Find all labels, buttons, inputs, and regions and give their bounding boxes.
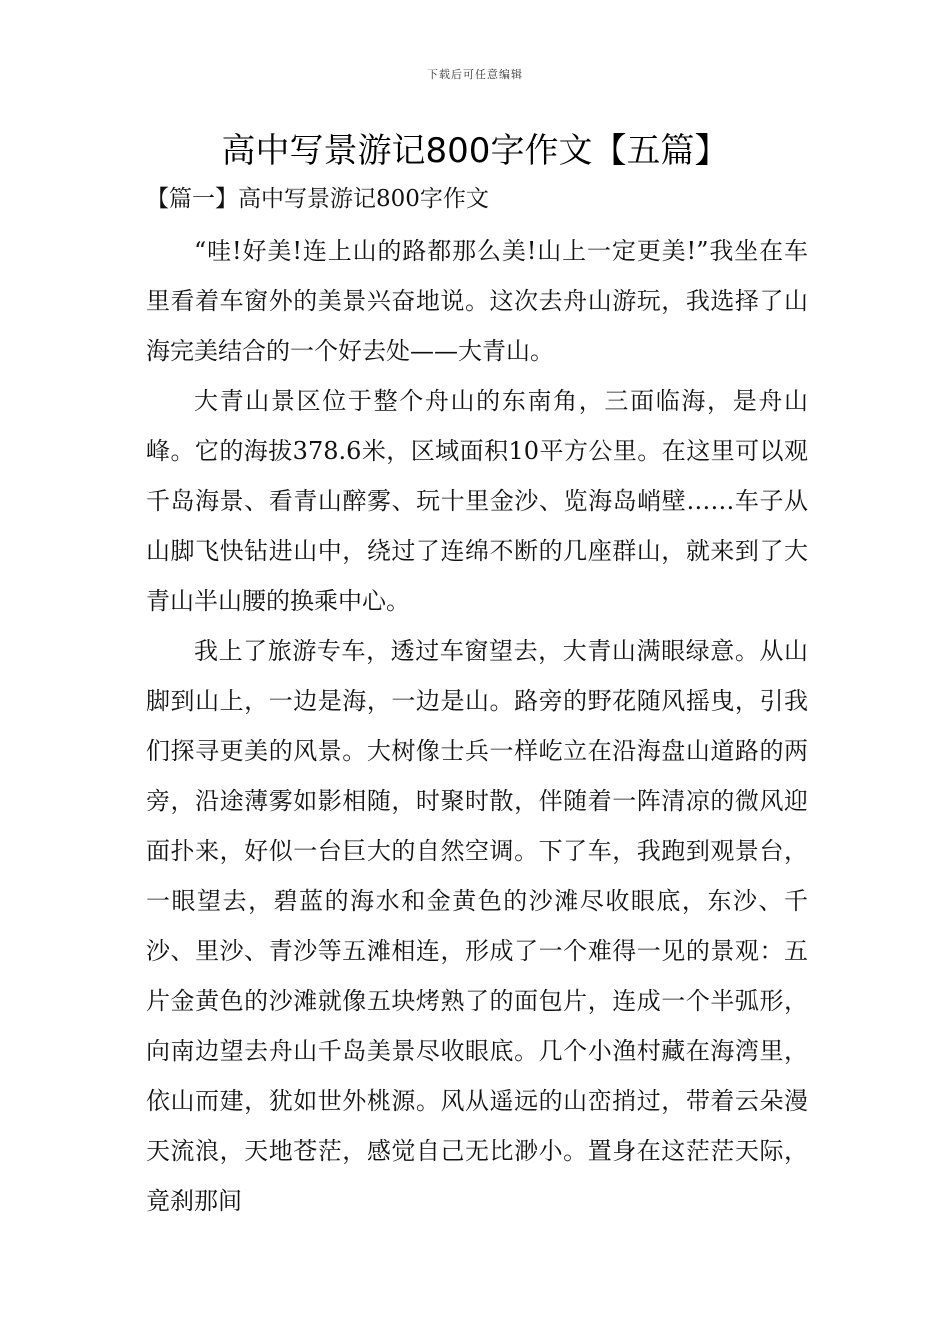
paragraph: “哇!好美!连上山的路都那么美!山上一定更美!”我坐在车里看着车窗外的美景兴奋地说。这次去舟山游玩，我选择了山海完美结合的一个好去处——大青山。: [146, 237, 808, 365]
header-note: 下载后可任意编辑: [427, 68, 523, 81]
page-title: 高中写景游记800字作文【五篇】: [221, 131, 729, 171]
section-title: 【篇一】高中写景游记800字作文: [146, 186, 489, 212]
document-body: [146, 226, 808, 1226]
paragraph: 我上了旅游专车，透过车窗望去，大青山满眼绿意。从山脚到山上，一边是海，一边是山。路旁的野花随风摇曳，引我们探寻更美的风景。大树像士兵一样屹立在沿海盘山道路的两旁，沿途薄雾如影相随，时聚时散，伴随着一阵清凉的微风迎面扑来，好似一台巨大的自然空调。下了车，我跑到观景台，一眼望去，碧蓝的海水和金黄色的沙滩尽收眼底，东沙、千沙、里沙、青沙等五滩相连，形成了一个难得一见的景观：五片金黄色的沙滩就像五块烤熟了的面包片，连成一个半弧形，向南边望去舟山千岛美景尽收眼底。几个小渔村藏在海湾里，依山而建，犹如世外桃源。风从遥远的山峦捎过，带着云朵漫天流浪，天地苍茫，感觉自己无比渺小。置身在这茫茫天际，竟刹那间: [146, 637, 808, 1215]
paragraph: 大青山景区位于整个舟山的东南角，三面临海，是舟山峰。它的海拔378.6米，区域面积10平方公里。在这里可以观千岛海景、看青山醉雾、玩十里金沙、览海岛峭壁……车子从山脚飞快钻进山中，绕过了连绵不断的几座群山，就来到了大青山半山腰的换乘中心。: [146, 387, 808, 615]
